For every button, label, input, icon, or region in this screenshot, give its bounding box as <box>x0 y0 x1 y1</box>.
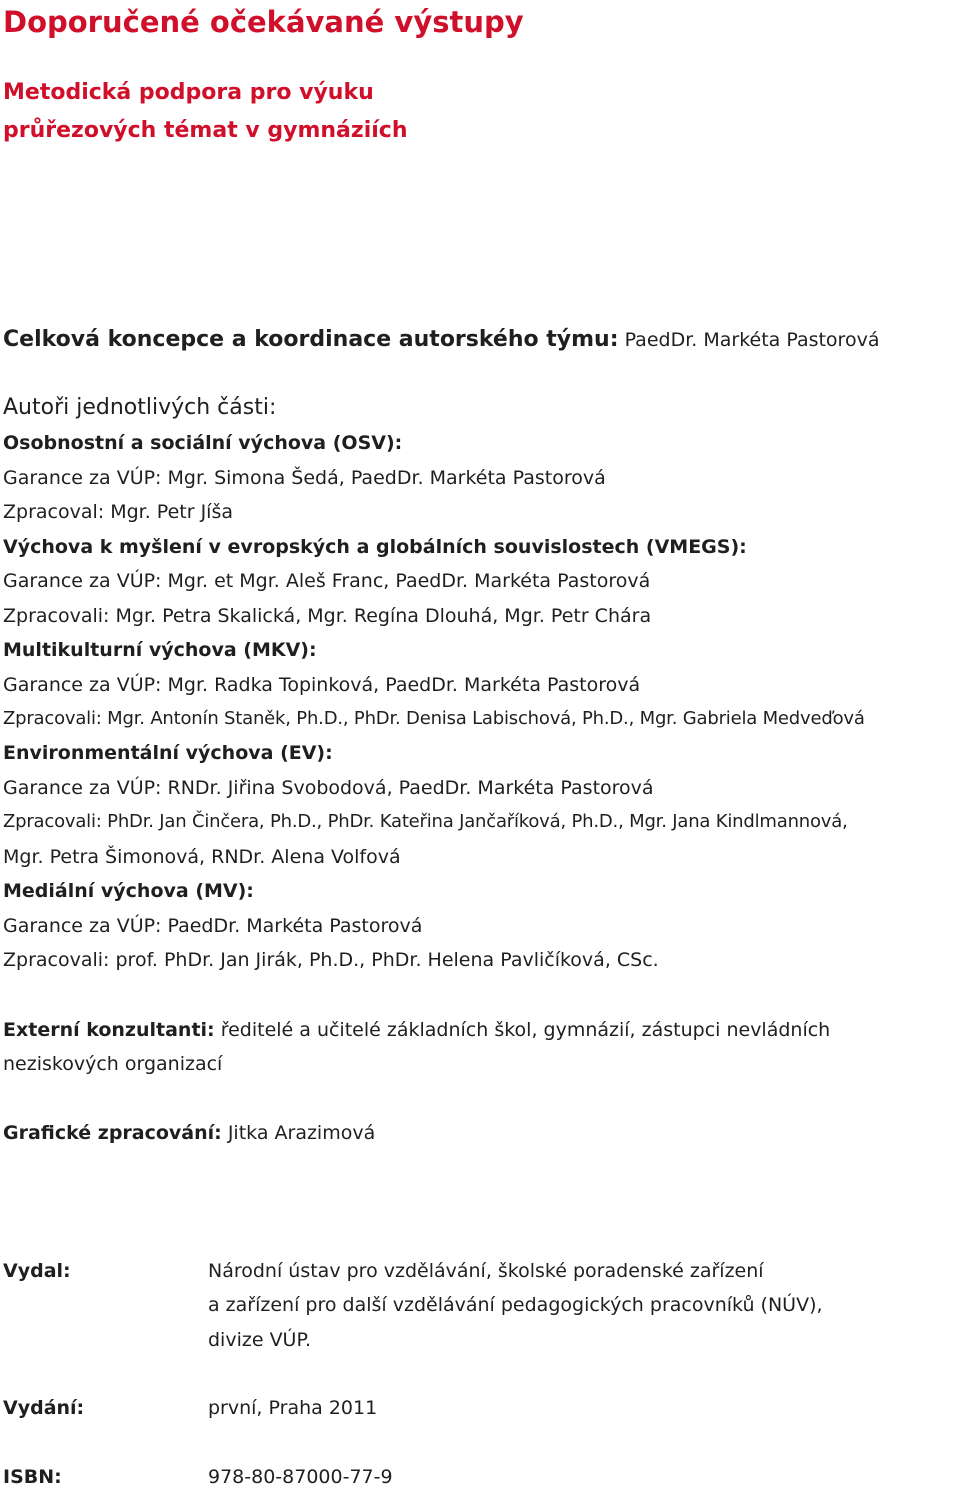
isbn-label: ISBN: <box>3 1466 62 1488</box>
authors-heading: Autoři jednotlivých části: <box>3 395 277 420</box>
graphic-design-value: Jitka Arazimová <box>221 1122 376 1144</box>
author-line: Zpracovali: prof. PhDr. Jan Jirák, Ph.D., PhDr. Helena Pavličíková, CSc. <box>3 949 659 971</box>
external-consultants-line <box>3 1015 830 1045</box>
section-heading-mkv: Multikulturní výchova (MKV): <box>3 639 317 661</box>
author-line: Zpracovali: Mgr. Petra Skalická, Mgr. Regína Dlouhá, Mgr. Petr Chára <box>3 605 652 627</box>
author-line: Garance za VÚP: Mgr. Radka Topinková, PaedDr. Markéta Pastorová <box>3 674 641 696</box>
page-subtitle <box>3 74 408 150</box>
concept-label: Celková koncepce a koordinace autorského týmu: <box>3 327 619 352</box>
publisher-line-1: Národní ústav pro vzdělávání, školské poradenské zařízení <box>208 1260 764 1282</box>
edition-label: Vydání: <box>3 1397 85 1419</box>
graphic-design-line <box>3 1118 375 1148</box>
subtitle-line-2: průřezových témat v gymnáziích <box>3 118 408 143</box>
concept-line <box>3 325 879 355</box>
publisher-line-3: divize VÚP. <box>208 1329 312 1351</box>
isbn-value: 978-80-87000-77-9 <box>208 1466 393 1488</box>
author-line: Zpracovali: Mgr. Antonín Staněk, Ph.D., PhDr. Denisa Labischová, Ph.D., Mgr. Gabriela Medveďová <box>3 708 865 729</box>
author-line: Garance za VÚP: Mgr. et Mgr. Aleš Franc, PaedDr. Markéta Pastorová <box>3 570 651 592</box>
author-line: Zpracovali: PhDr. Jan Činčera, Ph.D., PhDr. Kateřina Jančaříková, Ph.D., Mgr. Jana Kindlmannová, <box>3 811 848 832</box>
graphic-design-label: Grafické zpracování: <box>3 1122 222 1144</box>
publisher-label: Vydal: <box>3 1260 71 1282</box>
author-line: Zpracoval: Mgr. Petr Jíša <box>3 501 234 523</box>
publisher-line-2: a zařízení pro další vzdělávání pedagogických pracovníků (NÚV), <box>208 1294 823 1316</box>
author-line: Garance za VÚP: PaedDr. Markéta Pastorová <box>3 915 423 937</box>
section-heading-ev: Environmentální výchova (EV): <box>3 742 333 764</box>
page-title: Doporučené očekávané výstupy <box>3 5 524 39</box>
subtitle-line-1: Metodická podpora pro výuku <box>3 80 374 105</box>
section-heading-osv: Osobnostní a sociální výchova (OSV): <box>3 432 403 454</box>
author-line: Garance za VÚP: RNDr. Jiřina Svobodová, PaedDr. Markéta Pastorová <box>3 777 654 799</box>
concept-value: PaedDr. Markéta Pastorová <box>618 329 880 351</box>
edition-value: první, Praha 2011 <box>208 1397 378 1419</box>
section-heading-mv: Mediální výchova (MV): <box>3 880 254 902</box>
author-line: Garance za VÚP: Mgr. Simona Šedá, PaedDr. Markéta Pastorová <box>3 467 606 489</box>
author-line: Mgr. Petra Šimonová, RNDr. Alena Volfová <box>3 846 401 868</box>
external-consultants-value: ředitelé a učitelé základních škol, gymnázií, zástupci nevládních <box>214 1019 831 1041</box>
external-consultants-line-2: neziskových organizací <box>3 1053 223 1075</box>
section-heading-vmegs: Výchova k myšlení v evropských a globálních souvislostech (VMEGS): <box>3 536 747 558</box>
external-consultants-label: Externí konzultanti: <box>3 1019 215 1041</box>
